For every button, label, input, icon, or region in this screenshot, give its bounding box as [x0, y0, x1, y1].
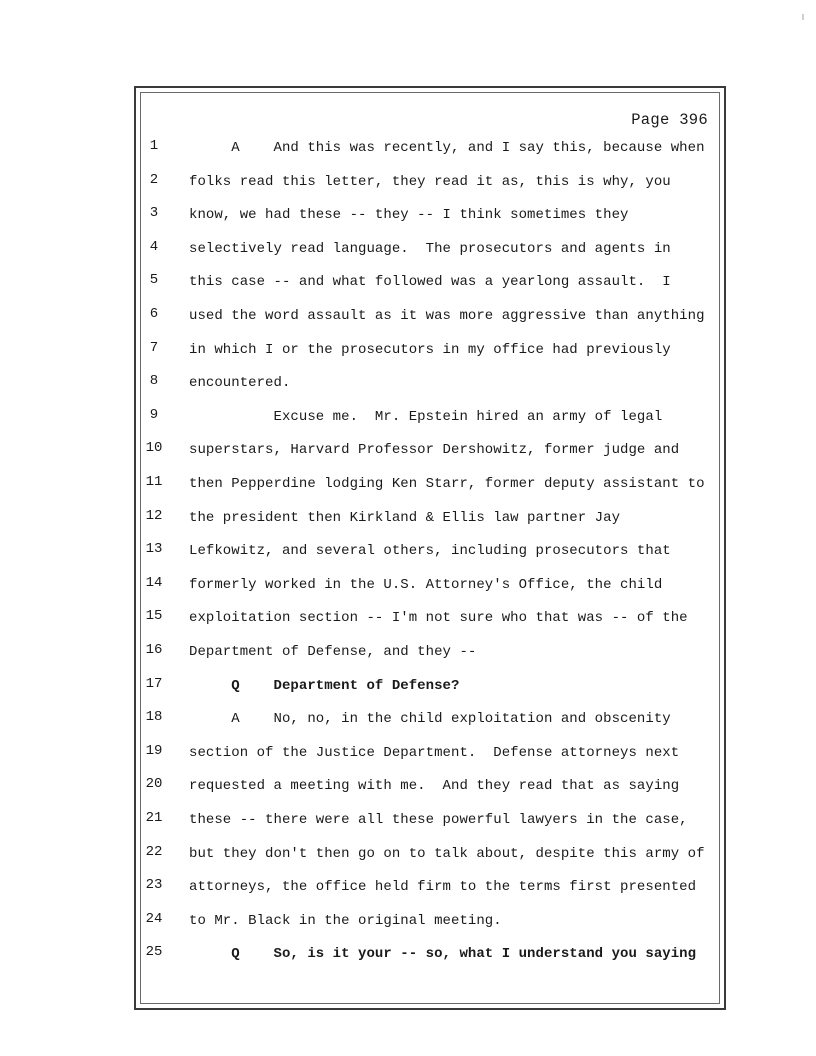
- line-text: Lefkowitz, and several others, including prosecutors that: [189, 543, 671, 560]
- transcript-line: [0, 810, 816, 832]
- line-number: 22: [145, 843, 163, 860]
- transcript-line: [0, 440, 816, 462]
- transcript-line: [0, 743, 816, 765]
- line-text: A And this was recently, and I say this, because when: [189, 140, 705, 156]
- line-text: Q So, is it your -- so, what I understand you saying: [189, 946, 697, 963]
- line-number: 19: [145, 742, 163, 759]
- line-number: 5: [149, 272, 159, 289]
- line-number: 10: [145, 440, 163, 457]
- line-text: encountered.: [189, 375, 291, 392]
- transcript-line: [0, 474, 816, 496]
- transcript-line: [0, 642, 816, 664]
- transcript-line: [0, 676, 816, 698]
- line-text: used the word assault as it was more aggressive than anything: [189, 308, 705, 324]
- line-number: 3: [149, 205, 159, 222]
- line-text: this case -- and what followed was a yearlong assault. I: [189, 274, 671, 291]
- line-number: 11: [145, 474, 163, 490]
- line-text: know, we had these -- they -- I think sometimes they: [189, 207, 629, 224]
- line-number: 25: [145, 944, 163, 961]
- line-text: A No, no, in the child exploitation and obscenity: [189, 711, 671, 728]
- line-text: then Pepperdine lodging Ken Starr, former deputy assistant to: [189, 476, 705, 492]
- line-number: 13: [145, 541, 163, 558]
- line-number: 23: [145, 877, 163, 894]
- line-number: 20: [145, 776, 163, 793]
- line-text: formerly worked in the U.S. Attorney's Office, the child: [189, 576, 663, 593]
- line-text: but they don't then go on to talk about, despite this army of: [189, 845, 705, 862]
- transcript-line: [0, 911, 816, 933]
- line-number: 24: [145, 910, 163, 927]
- line-number: 8: [149, 373, 159, 390]
- line-text: these -- there were all these powerful lawyers in the case,: [189, 812, 688, 828]
- transcript-line: [0, 844, 816, 866]
- line-number: 4: [149, 238, 159, 255]
- transcript-line: [0, 508, 816, 530]
- line-number: 18: [145, 709, 163, 726]
- line-text: exploitation section -- I'm not sure who that was -- of the: [189, 610, 688, 627]
- line-text: requested a meeting with me. And they read that as saying: [189, 778, 680, 795]
- transcript-line: [0, 776, 816, 798]
- scan-mark: [802, 14, 804, 20]
- transcript-line: [0, 306, 816, 328]
- transcript-line: [0, 608, 816, 630]
- transcript-line: [0, 205, 816, 227]
- transcript-line: [0, 239, 816, 261]
- transcript-line: [0, 172, 816, 194]
- line-text: selectively read language. The prosecutors and agents in: [189, 240, 671, 257]
- transcript-line: [0, 709, 816, 731]
- transcript-line: [0, 541, 816, 563]
- line-number: 15: [145, 608, 163, 625]
- line-number: 9: [149, 406, 159, 423]
- line-number: 12: [145, 507, 163, 524]
- transcript-line: [0, 944, 816, 966]
- transcript-line: [0, 138, 816, 160]
- line-text: Department of Defense, and they --: [189, 644, 477, 660]
- line-number: 14: [145, 574, 163, 591]
- line-number: 21: [145, 810, 163, 826]
- line-text: section of the Justice Department. Defense attorneys next: [189, 744, 680, 761]
- transcript-line: [0, 272, 816, 294]
- transcript-line: [0, 877, 816, 899]
- transcript-line: [0, 575, 816, 597]
- line-number: 16: [145, 642, 163, 658]
- line-text: in which I or the prosecutors in my office had previously: [189, 341, 671, 358]
- line-text: folks read this letter, they read it as, this is why, you: [189, 173, 671, 190]
- transcript-line: [0, 373, 816, 395]
- page-number: Page 396: [631, 111, 708, 129]
- line-number: 17: [145, 675, 163, 692]
- line-text: to Mr. Black in the original meeting.: [189, 912, 502, 929]
- line-text: Excuse me. Mr. Epstein hired an army of legal: [189, 408, 663, 425]
- line-number: 7: [149, 339, 159, 356]
- line-number: 6: [149, 306, 159, 322]
- transcript-line: [0, 407, 816, 429]
- line-text: superstars, Harvard Professor Dershowitz, former judge and: [189, 442, 680, 459]
- line-text: Q Department of Defense?: [189, 677, 460, 694]
- line-text: attorneys, the office held firm to the terms first presented: [189, 879, 697, 896]
- line-number: 1: [149, 138, 159, 154]
- line-number: 2: [149, 171, 159, 188]
- line-text: the president then Kirkland & Ellis law partner Jay: [189, 509, 621, 526]
- transcript-line: [0, 340, 816, 362]
